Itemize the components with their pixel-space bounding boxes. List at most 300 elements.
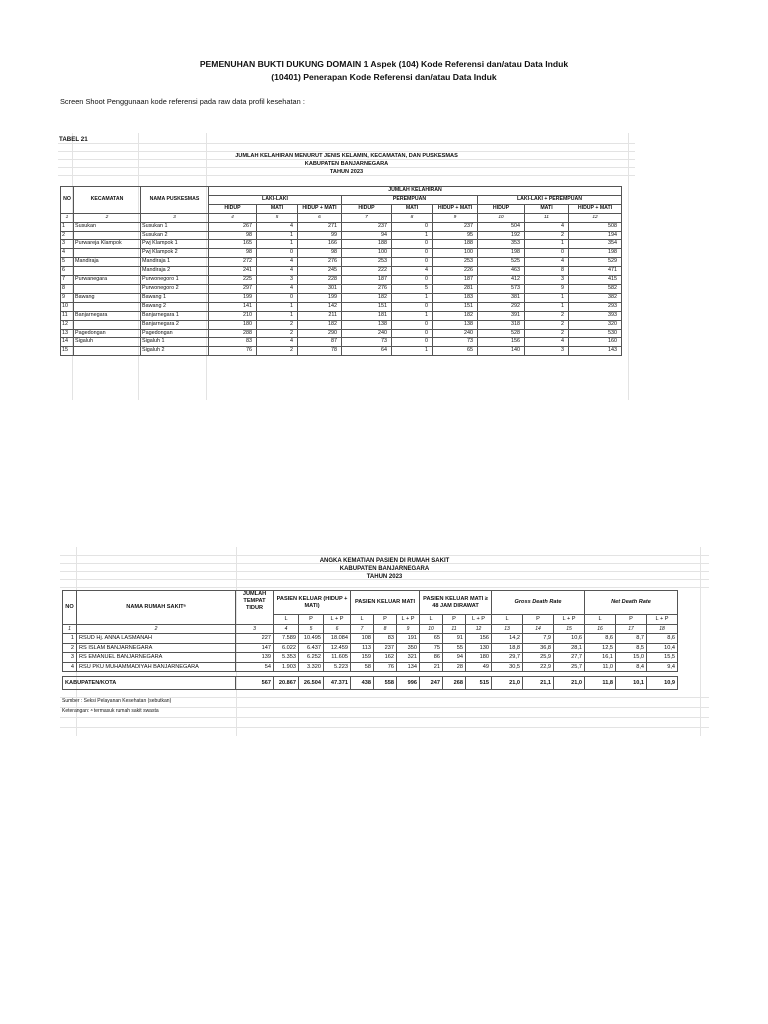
row-no: 12 [61, 320, 74, 329]
puskesmas-cell: Pwj Klampok 1 [141, 240, 209, 249]
total-value-cell: 20.867 [274, 677, 299, 690]
column-index: 7 [342, 213, 392, 222]
value-cell: 6.437 [299, 643, 324, 653]
total-cell: 198 [569, 249, 622, 258]
value-cell: 7.589 [274, 634, 299, 644]
value-cell: 9,4 [647, 662, 678, 672]
total-cell: 354 [569, 240, 622, 249]
perempuan-mati-cell: 1 [392, 231, 433, 240]
header-jumlah-kelahiran: JUMLAH KELAHIRAN [209, 187, 622, 196]
total-mati-cell: 2 [525, 231, 569, 240]
perempuan-hidup-cell: 94 [342, 231, 392, 240]
table-label: TABEL 21 [59, 136, 88, 143]
laki-total-cell: 301 [298, 284, 342, 293]
total-cell: 415 [569, 276, 622, 285]
value-cell: 6.022 [274, 643, 299, 653]
laki-total-cell: 199 [298, 293, 342, 302]
value-cell: 350 [397, 643, 420, 653]
header-perempuan: PEREMPUAN [342, 195, 478, 204]
value-cell: 36,8 [523, 643, 554, 653]
column-index: 9 [433, 213, 478, 222]
value-cell: 130 [466, 643, 492, 653]
row-no: 5 [61, 258, 74, 267]
laki-hidup-cell: 98 [209, 249, 257, 258]
header-pasien-keluar: PASIEN KELUAR (HIDUP + MATI) [274, 591, 351, 615]
column-index: 1 [63, 624, 77, 634]
total-mati-cell: 0 [525, 249, 569, 258]
table-row [61, 284, 622, 293]
laki-total-cell: 182 [298, 320, 342, 329]
total-mati-cell: 2 [525, 320, 569, 329]
perempuan-total-cell: 183 [433, 293, 478, 302]
header-l: L [351, 615, 374, 625]
laki-hidup-cell: 180 [209, 320, 257, 329]
perempuan-hidup-cell: 138 [342, 320, 392, 329]
table-row [61, 249, 622, 258]
perempuan-total-cell: 151 [433, 302, 478, 311]
value-cell: 14,2 [492, 634, 523, 644]
total-value-cell: 11,8 [585, 677, 616, 690]
perempuan-mati-cell: 0 [392, 302, 433, 311]
table-row [61, 276, 622, 285]
total-mati-cell: 9 [525, 284, 569, 293]
perempuan-total-cell: 65 [433, 347, 478, 356]
document-subtitle: (10401) Penerapan Kode Referensi dan/atau Data Induk [271, 72, 497, 82]
total-value-cell: 21,1 [523, 677, 554, 690]
total-cell: 508 [569, 222, 622, 231]
table-row [61, 347, 622, 356]
total-mati-cell: 4 [525, 222, 569, 231]
total-label: KABUPATEN/KOTA [63, 677, 236, 690]
header-lp: L + P [554, 615, 585, 625]
row-no: 2 [61, 231, 74, 240]
laki-hidup-cell: 225 [209, 276, 257, 285]
table-row [63, 662, 678, 672]
header-no [61, 187, 74, 196]
puskesmas-cell: Purwonegoro 2 [141, 284, 209, 293]
total-cell: 382 [569, 293, 622, 302]
total-hidup-cell: 318 [478, 320, 525, 329]
column-index: 14 [523, 624, 554, 634]
perempuan-mati-cell: 0 [392, 320, 433, 329]
column-index: 10 [478, 213, 525, 222]
header-puskesmas: NAMA PUSKESMAS [141, 195, 209, 204]
header-l: L [585, 615, 616, 625]
laki-mati-cell: 2 [257, 320, 298, 329]
laki-total-cell: 245 [298, 267, 342, 276]
column-index: 9 [397, 624, 420, 634]
total-value-cell: 21,0 [554, 677, 585, 690]
header-hidup: HIDUP [478, 204, 525, 213]
value-cell: 10,4 [647, 643, 678, 653]
laki-hidup-cell: 83 [209, 338, 257, 347]
laki-hidup-cell: 165 [209, 240, 257, 249]
column-index: 5 [257, 213, 298, 222]
birth-table-screenshot [58, 133, 635, 400]
perempuan-mati-cell: 1 [392, 311, 433, 320]
laki-total-cell: 290 [298, 329, 342, 338]
total-cell: 194 [569, 231, 622, 240]
kecamatan-cell: Pagedongan [74, 329, 141, 338]
value-cell: 30,5 [492, 662, 523, 672]
perempuan-total-cell: 240 [433, 329, 478, 338]
document-title: PEMENUHAN BUKTI DUKUNG DOMAIN 1 Aspek (104) Kode Referensi dan/atau Data Induk [199, 59, 569, 69]
perempuan-hidup-cell: 253 [342, 258, 392, 267]
total-value-cell: 567 [236, 677, 274, 690]
column-index: 11 [443, 624, 466, 634]
total-mati-cell: 1 [525, 293, 569, 302]
column-index: 12 [466, 624, 492, 634]
table-row [63, 634, 678, 644]
value-cell: 18.084 [324, 634, 351, 644]
row-no: 3 [63, 653, 77, 663]
header-mati: MATI [257, 204, 298, 213]
value-cell: 21 [420, 662, 443, 672]
value-cell: 15,0 [616, 653, 647, 663]
total-mati-cell: 4 [525, 258, 569, 267]
row-no: 4 [63, 662, 77, 672]
perempuan-mati-cell: 0 [392, 258, 433, 267]
laki-total-cell: 98 [298, 249, 342, 258]
total-mati-cell: 1 [525, 302, 569, 311]
row-no: 4 [61, 249, 74, 258]
row-no: 13 [61, 329, 74, 338]
laki-hidup-cell: 141 [209, 302, 257, 311]
header-l: L [274, 615, 299, 625]
header-lp: L + P [324, 615, 351, 625]
perempuan-hidup-cell: 73 [342, 338, 392, 347]
perempuan-total-cell: 95 [433, 231, 478, 240]
puskesmas-cell: Pwj Klampok 2 [141, 249, 209, 258]
total-cell: 582 [569, 284, 622, 293]
kecamatan-cell: Sigaluh [74, 338, 141, 347]
value-cell: 11.605 [324, 653, 351, 663]
laki-hidup-cell: 267 [209, 222, 257, 231]
total-hidup-cell: 525 [478, 258, 525, 267]
perempuan-mati-cell: 1 [392, 347, 433, 356]
header-hidup-mati: HIDUP + MATI [298, 204, 342, 213]
value-cell: 25,7 [554, 662, 585, 672]
perempuan-hidup-cell: 64 [342, 347, 392, 356]
table-row [61, 231, 622, 240]
value-cell: 10.495 [299, 634, 324, 644]
header-hidup-mati: HIDUP + MATI [569, 204, 622, 213]
value-cell: 22,9 [523, 662, 554, 672]
laki-mati-cell: 4 [257, 222, 298, 231]
value-cell: 55 [443, 643, 466, 653]
total-value-cell: 438 [351, 677, 374, 690]
total-mati-cell: 2 [525, 311, 569, 320]
value-cell: 28,1 [554, 643, 585, 653]
header-p: P [616, 615, 647, 625]
header-lp: L + P [647, 615, 678, 625]
puskesmas-cell: Susukan 2 [141, 231, 209, 240]
table-year: TAHUN 2023 [329, 169, 364, 175]
value-cell: 91 [443, 634, 466, 644]
value-cell: 227 [236, 634, 274, 644]
row-no: 6 [61, 267, 74, 276]
header-l: L [492, 615, 523, 625]
puskesmas-cell: Susukan 1 [141, 222, 209, 231]
column-index: 2 [77, 624, 236, 634]
value-cell: 8,5 [616, 643, 647, 653]
perempuan-hidup-cell: 240 [342, 329, 392, 338]
kecamatan-cell [74, 231, 141, 240]
screenshot-caption: Screen Shoot Penggunaan kode referensi pada raw data profil kesehatan : [60, 97, 305, 106]
column-index: 12 [569, 213, 622, 222]
kecamatan-cell [74, 284, 141, 293]
total-mati-cell: 2 [525, 329, 569, 338]
laki-hidup-cell: 241 [209, 267, 257, 276]
value-cell: 6.252 [299, 653, 324, 663]
row-no: 1 [63, 634, 77, 644]
perempuan-mati-cell: 1 [392, 293, 433, 302]
laki-total-cell: 271 [298, 222, 342, 231]
kecamatan-cell [74, 320, 141, 329]
column-index: 6 [298, 213, 342, 222]
value-cell: 162 [374, 653, 397, 663]
total-value-cell: 268 [443, 677, 466, 690]
column-index: 18 [647, 624, 678, 634]
header-total: LAKI-LAKI + PEREMPUAN [478, 195, 622, 204]
row-no: 7 [61, 276, 74, 285]
total-mati-cell: 1 [525, 240, 569, 249]
total-cell: 143 [569, 347, 622, 356]
row-no: 9 [61, 293, 74, 302]
perempuan-hidup-cell: 151 [342, 302, 392, 311]
perempuan-hidup-cell: 100 [342, 249, 392, 258]
header-nama-rumah-sakit: NAMA RUMAH SAKITᵃ [77, 591, 236, 625]
row-no: 1 [61, 222, 74, 231]
perempuan-mati-cell: 0 [392, 329, 433, 338]
laki-total-cell: 276 [298, 258, 342, 267]
perempuan-mati-cell: 5 [392, 284, 433, 293]
perempuan-total-cell: 138 [433, 320, 478, 329]
perempuan-total-cell: 237 [433, 222, 478, 231]
total-value-cell: 10,9 [647, 677, 678, 690]
total-cell: 530 [569, 329, 622, 338]
value-cell: 180 [466, 653, 492, 663]
laki-total-cell: 87 [298, 338, 342, 347]
row-no: 2 [63, 643, 77, 653]
column-index: 8 [374, 624, 397, 634]
value-cell: 7,9 [523, 634, 554, 644]
table-row [63, 653, 678, 663]
death-rate-table-body [63, 634, 678, 672]
table-row [61, 302, 622, 311]
table-row [61, 320, 622, 329]
laki-hidup-cell: 272 [209, 258, 257, 267]
perempuan-hidup-cell: 276 [342, 284, 392, 293]
kecamatan-cell: Susukan [74, 222, 141, 231]
total-hidup-cell: 573 [478, 284, 525, 293]
laki-mati-cell: 0 [257, 249, 298, 258]
perempuan-total-cell: 182 [433, 311, 478, 320]
value-cell: 5.223 [324, 662, 351, 672]
birth-table [60, 186, 622, 356]
value-cell: 159 [351, 653, 374, 663]
header-net-death-rate: Net Death Rate [585, 591, 678, 615]
perempuan-hidup-cell: 222 [342, 267, 392, 276]
kecamatan-cell [74, 249, 141, 258]
hospital-name-cell: RS ISLAM BANJARNEGARA [77, 643, 236, 653]
value-cell: 76 [374, 662, 397, 672]
value-cell: 321 [397, 653, 420, 663]
perempuan-hidup-cell: 188 [342, 240, 392, 249]
total-value-cell: 21,0 [492, 677, 523, 690]
header-hidup-mati: HIDUP + MATI [433, 204, 478, 213]
header-p: P [374, 615, 397, 625]
total-mati-cell: 4 [525, 338, 569, 347]
value-cell: 8,7 [616, 634, 647, 644]
header-puskesmas [141, 187, 209, 196]
value-cell: 25,9 [523, 653, 554, 663]
header-p: P [299, 615, 324, 625]
total-value-cell: 10,1 [616, 677, 647, 690]
kecamatan-cell: Banjarnegara [74, 311, 141, 320]
perempuan-mati-cell: 0 [392, 240, 433, 249]
table-row [61, 329, 622, 338]
perempuan-total-cell: 187 [433, 276, 478, 285]
value-cell: 83 [374, 634, 397, 644]
value-cell: 65 [420, 634, 443, 644]
value-cell: 54 [236, 662, 274, 672]
column-index: 4 [274, 624, 299, 634]
total-hidup-cell: 192 [478, 231, 525, 240]
puskesmas-cell: Mandiraja 1 [141, 258, 209, 267]
laki-mati-cell: 1 [257, 302, 298, 311]
perempuan-mati-cell: 4 [392, 267, 433, 276]
perempuan-hidup-cell: 181 [342, 311, 392, 320]
total-cell: 529 [569, 258, 622, 267]
total-hidup-cell: 504 [478, 222, 525, 231]
puskesmas-cell: Bawang 2 [141, 302, 209, 311]
perempuan-mati-cell: 0 [392, 222, 433, 231]
value-cell: 49 [466, 662, 492, 672]
total-row [63, 677, 678, 690]
header-l: L [420, 615, 443, 625]
header-p: P [523, 615, 554, 625]
perempuan-mati-cell: 0 [392, 338, 433, 347]
perempuan-hidup-cell: 187 [342, 276, 392, 285]
source-note: Sumber : Seksi Pelayanan Kesehatan (sebutkan) [62, 698, 172, 704]
perempuan-total-cell: 226 [433, 267, 478, 276]
row-no: 3 [61, 240, 74, 249]
table-year: TAHUN 2023 [366, 574, 403, 580]
value-cell: 29,7 [492, 653, 523, 663]
footnote: Keterangan: ᵃ termasuk rumah sakit swasta [62, 708, 159, 714]
value-cell: 12,5 [585, 643, 616, 653]
row-no: 8 [61, 284, 74, 293]
value-cell: 11,0 [585, 662, 616, 672]
table-row [61, 338, 622, 347]
table-row [63, 643, 678, 653]
kecamatan-cell: Bawang [74, 293, 141, 302]
column-index-row [63, 624, 678, 634]
column-index: 17 [616, 624, 647, 634]
puskesmas-cell: Sigaluh 2 [141, 347, 209, 356]
total-hidup-cell: 381 [478, 293, 525, 302]
total-cell: 320 [569, 320, 622, 329]
total-value-cell: 26.504 [299, 677, 324, 690]
header-no: NO [63, 591, 77, 625]
total-value-cell: 47.371 [324, 677, 351, 690]
laki-hidup-cell: 288 [209, 329, 257, 338]
total-hidup-cell: 198 [478, 249, 525, 258]
laki-mati-cell: 4 [257, 258, 298, 267]
kecamatan-cell: Mandiraja [74, 258, 141, 267]
value-cell: 15,5 [647, 653, 678, 663]
table-row [61, 258, 622, 267]
total-cell: 160 [569, 338, 622, 347]
total-hidup-cell: 353 [478, 240, 525, 249]
laki-mati-cell: 0 [257, 293, 298, 302]
header-laki-laki: LAKI-LAKI [209, 195, 342, 204]
row-no: 11 [61, 311, 74, 320]
total-hidup-cell: 391 [478, 311, 525, 320]
table-region: KABUPATEN BANJARNEGARA [339, 566, 430, 572]
header-hidup: HIDUP [342, 204, 392, 213]
total-value-cell: 558 [374, 677, 397, 690]
total-cell: 393 [569, 311, 622, 320]
laki-total-cell: 142 [298, 302, 342, 311]
death-rate-table-screenshot [60, 547, 709, 736]
column-index: 8 [392, 213, 433, 222]
value-cell: 237 [374, 643, 397, 653]
header-hidup: HIDUP [209, 204, 257, 213]
kecamatan-cell [74, 302, 141, 311]
laki-total-cell: 166 [298, 240, 342, 249]
total-mati-cell: 8 [525, 267, 569, 276]
column-index: 11 [525, 213, 569, 222]
perempuan-total-cell: 281 [433, 284, 478, 293]
kecamatan-cell [74, 267, 141, 276]
value-cell: 191 [397, 634, 420, 644]
kecamatan-cell: Purwanegara [74, 276, 141, 285]
laki-mati-cell: 1 [257, 231, 298, 240]
total-hidup-cell: 292 [478, 302, 525, 311]
total-hidup-cell: 528 [478, 329, 525, 338]
laki-hidup-cell: 76 [209, 347, 257, 356]
table-row [61, 293, 622, 302]
table-title: ANGKA KEMATIAN PASIEN DI RUMAH SAKIT [319, 558, 450, 564]
laki-total-cell: 99 [298, 231, 342, 240]
column-index: 3 [236, 624, 274, 634]
row-no: 14 [61, 338, 74, 347]
puskesmas-cell: Bawang 1 [141, 293, 209, 302]
total-value-cell: 515 [466, 677, 492, 690]
header-gross-death-rate: Gross Death Rate [492, 591, 585, 615]
column-index: 16 [585, 624, 616, 634]
total-mati-cell: 3 [525, 347, 569, 356]
value-cell: 147 [236, 643, 274, 653]
value-cell: 16,1 [585, 653, 616, 663]
kecamatan-cell [74, 347, 141, 356]
table-row [61, 222, 622, 231]
value-cell: 10,6 [554, 634, 585, 644]
header-kecamatan [74, 187, 141, 196]
row-no: 15 [61, 347, 74, 356]
puskesmas-cell: Sigaluh 1 [141, 338, 209, 347]
laki-mati-cell: 4 [257, 267, 298, 276]
value-cell: 113 [351, 643, 374, 653]
perempuan-total-cell: 100 [433, 249, 478, 258]
header-mati: MATI [525, 204, 569, 213]
header-no: NO [61, 195, 74, 204]
perempuan-hidup-cell: 237 [342, 222, 392, 231]
column-index: 6 [324, 624, 351, 634]
total-hidup-cell: 140 [478, 347, 525, 356]
